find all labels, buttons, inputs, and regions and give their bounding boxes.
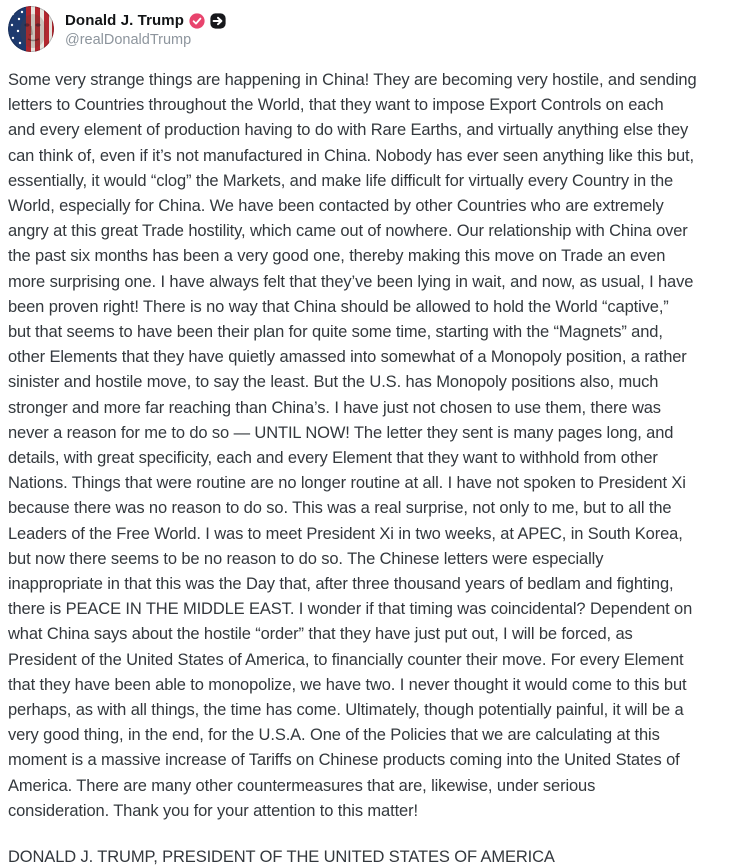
- post-text-line: what China says about the hostile “order” that they have just put out, I will be forced, as: [8, 625, 633, 644]
- post-text-line: more surprising one. I have always felt that they’ve been lying in wait, and now, as usual, I have: [8, 272, 694, 291]
- post-text-line: essentially, it would “clog” the Markets, and make life difficult for virtually every Country in the: [8, 171, 674, 190]
- post-text-line: very good thing, in the end, for the U.S.A. One of the Policies that we are calculating at this: [8, 726, 660, 745]
- post-text-line: moment is a massive increase of Tariffs on Chinese products coming into the United States of: [8, 751, 680, 770]
- post-text-line: letters to Countries throughout the World, that they want to impose Export Controls on each: [8, 96, 664, 115]
- official-account-badge-icon: [210, 13, 226, 29]
- post-text-line: angry at this great Trade hostility, which came out of nowhere. Our relationship with China over: [8, 222, 688, 241]
- post-text-line: other Elements that they have quietly amassed into somewhat of a Monopoly position, a rather: [8, 348, 687, 367]
- post-text-line: and every element of production having to do with Rare Earths, and virtually anything else they: [8, 121, 689, 140]
- verified-badge-icon: [189, 13, 205, 29]
- post-text-line: there is PEACE IN THE MIDDLE EAST. I wonder if that timing was coincidental? Dependent on: [8, 600, 693, 619]
- display-name[interactable]: Donald J. Trump: [65, 12, 185, 29]
- name-row: [65, 11, 226, 31]
- post-text-line: Nations. Things that were routine are no longer routine at all. I have not spoken to President Xi: [8, 474, 686, 493]
- post-text-line: sinister and hostile move, to say the least. But the U.S. has Monopoly positions also, much: [8, 373, 659, 392]
- post-signature: DONALD J. TRUMP, PRESIDENT OF THE UNITED STATES OF AMERICA: [8, 848, 555, 866]
- post-body-text: [8, 68, 742, 824]
- post-text-line: been proven right! There is no way that China should be allowed to hold the World “captive,”: [8, 297, 669, 316]
- post-text-line: consideration. Thank you for your attention to this matter!: [8, 801, 418, 820]
- post-text-line: stronger and more far reaching than China’s. I have just not chosen to use them, there was: [8, 398, 661, 417]
- post-text-line: the past six months has been a very good one, thereby making this move on Trade an even: [8, 247, 666, 266]
- post-text-line: because there was no reason to do so. This was a real surprise, not only to me, but to all the: [8, 499, 672, 518]
- user-handle[interactable]: @realDonaldTrump: [65, 32, 192, 48]
- post-text-line: inappropriate in that this was the Day that, after three thousand years of bedlam and fighting,: [8, 575, 674, 594]
- flag-face-avatar-image: [8, 6, 54, 52]
- post-text-line: Leaders of the Free World. I was to meet President Xi in two weeks, at APEC, in South Korea,: [8, 524, 683, 543]
- header-text: [65, 6, 226, 50]
- post-text-line: perhaps, as with all things, the time has come. Ultimately, though potentially painful, it will be a: [8, 701, 684, 720]
- post-text-line: President of the United States of America, to financially counter their move. For every Element: [8, 650, 684, 669]
- avatar[interactable]: [8, 6, 54, 52]
- post-text-line: that they have been able to monopolize, we have two. I never thought it would come to this but: [8, 675, 687, 694]
- post-text-line: World, especially for China. We have been contacted by other Countries who are extremely: [8, 197, 664, 216]
- post-header: [8, 6, 742, 52]
- post-text-line: never a reason for me to do so — UNTIL NOW! The letter they sent is many pages long, and: [8, 423, 674, 442]
- post-text-line: but now there seems to be no reason to do so. The Chinese letters were especially: [8, 549, 604, 568]
- post-text-line: can think of, even if it’s not manufactured in China. Nobody has ever seen anything like this but,: [8, 146, 694, 165]
- post-text-line: details, with great specificity, each and every Element that they want to withhold from other: [8, 449, 658, 468]
- post-text-line: America. There are many other countermeasures that are, likewise, under serious: [8, 776, 596, 795]
- post-text-line: Some very strange things are happening in China! They are becoming very hostile, and sending: [8, 71, 697, 89]
- post-text-line: but that seems to have been their plan for quite some time, starting with the “Magnets” and,: [8, 323, 663, 342]
